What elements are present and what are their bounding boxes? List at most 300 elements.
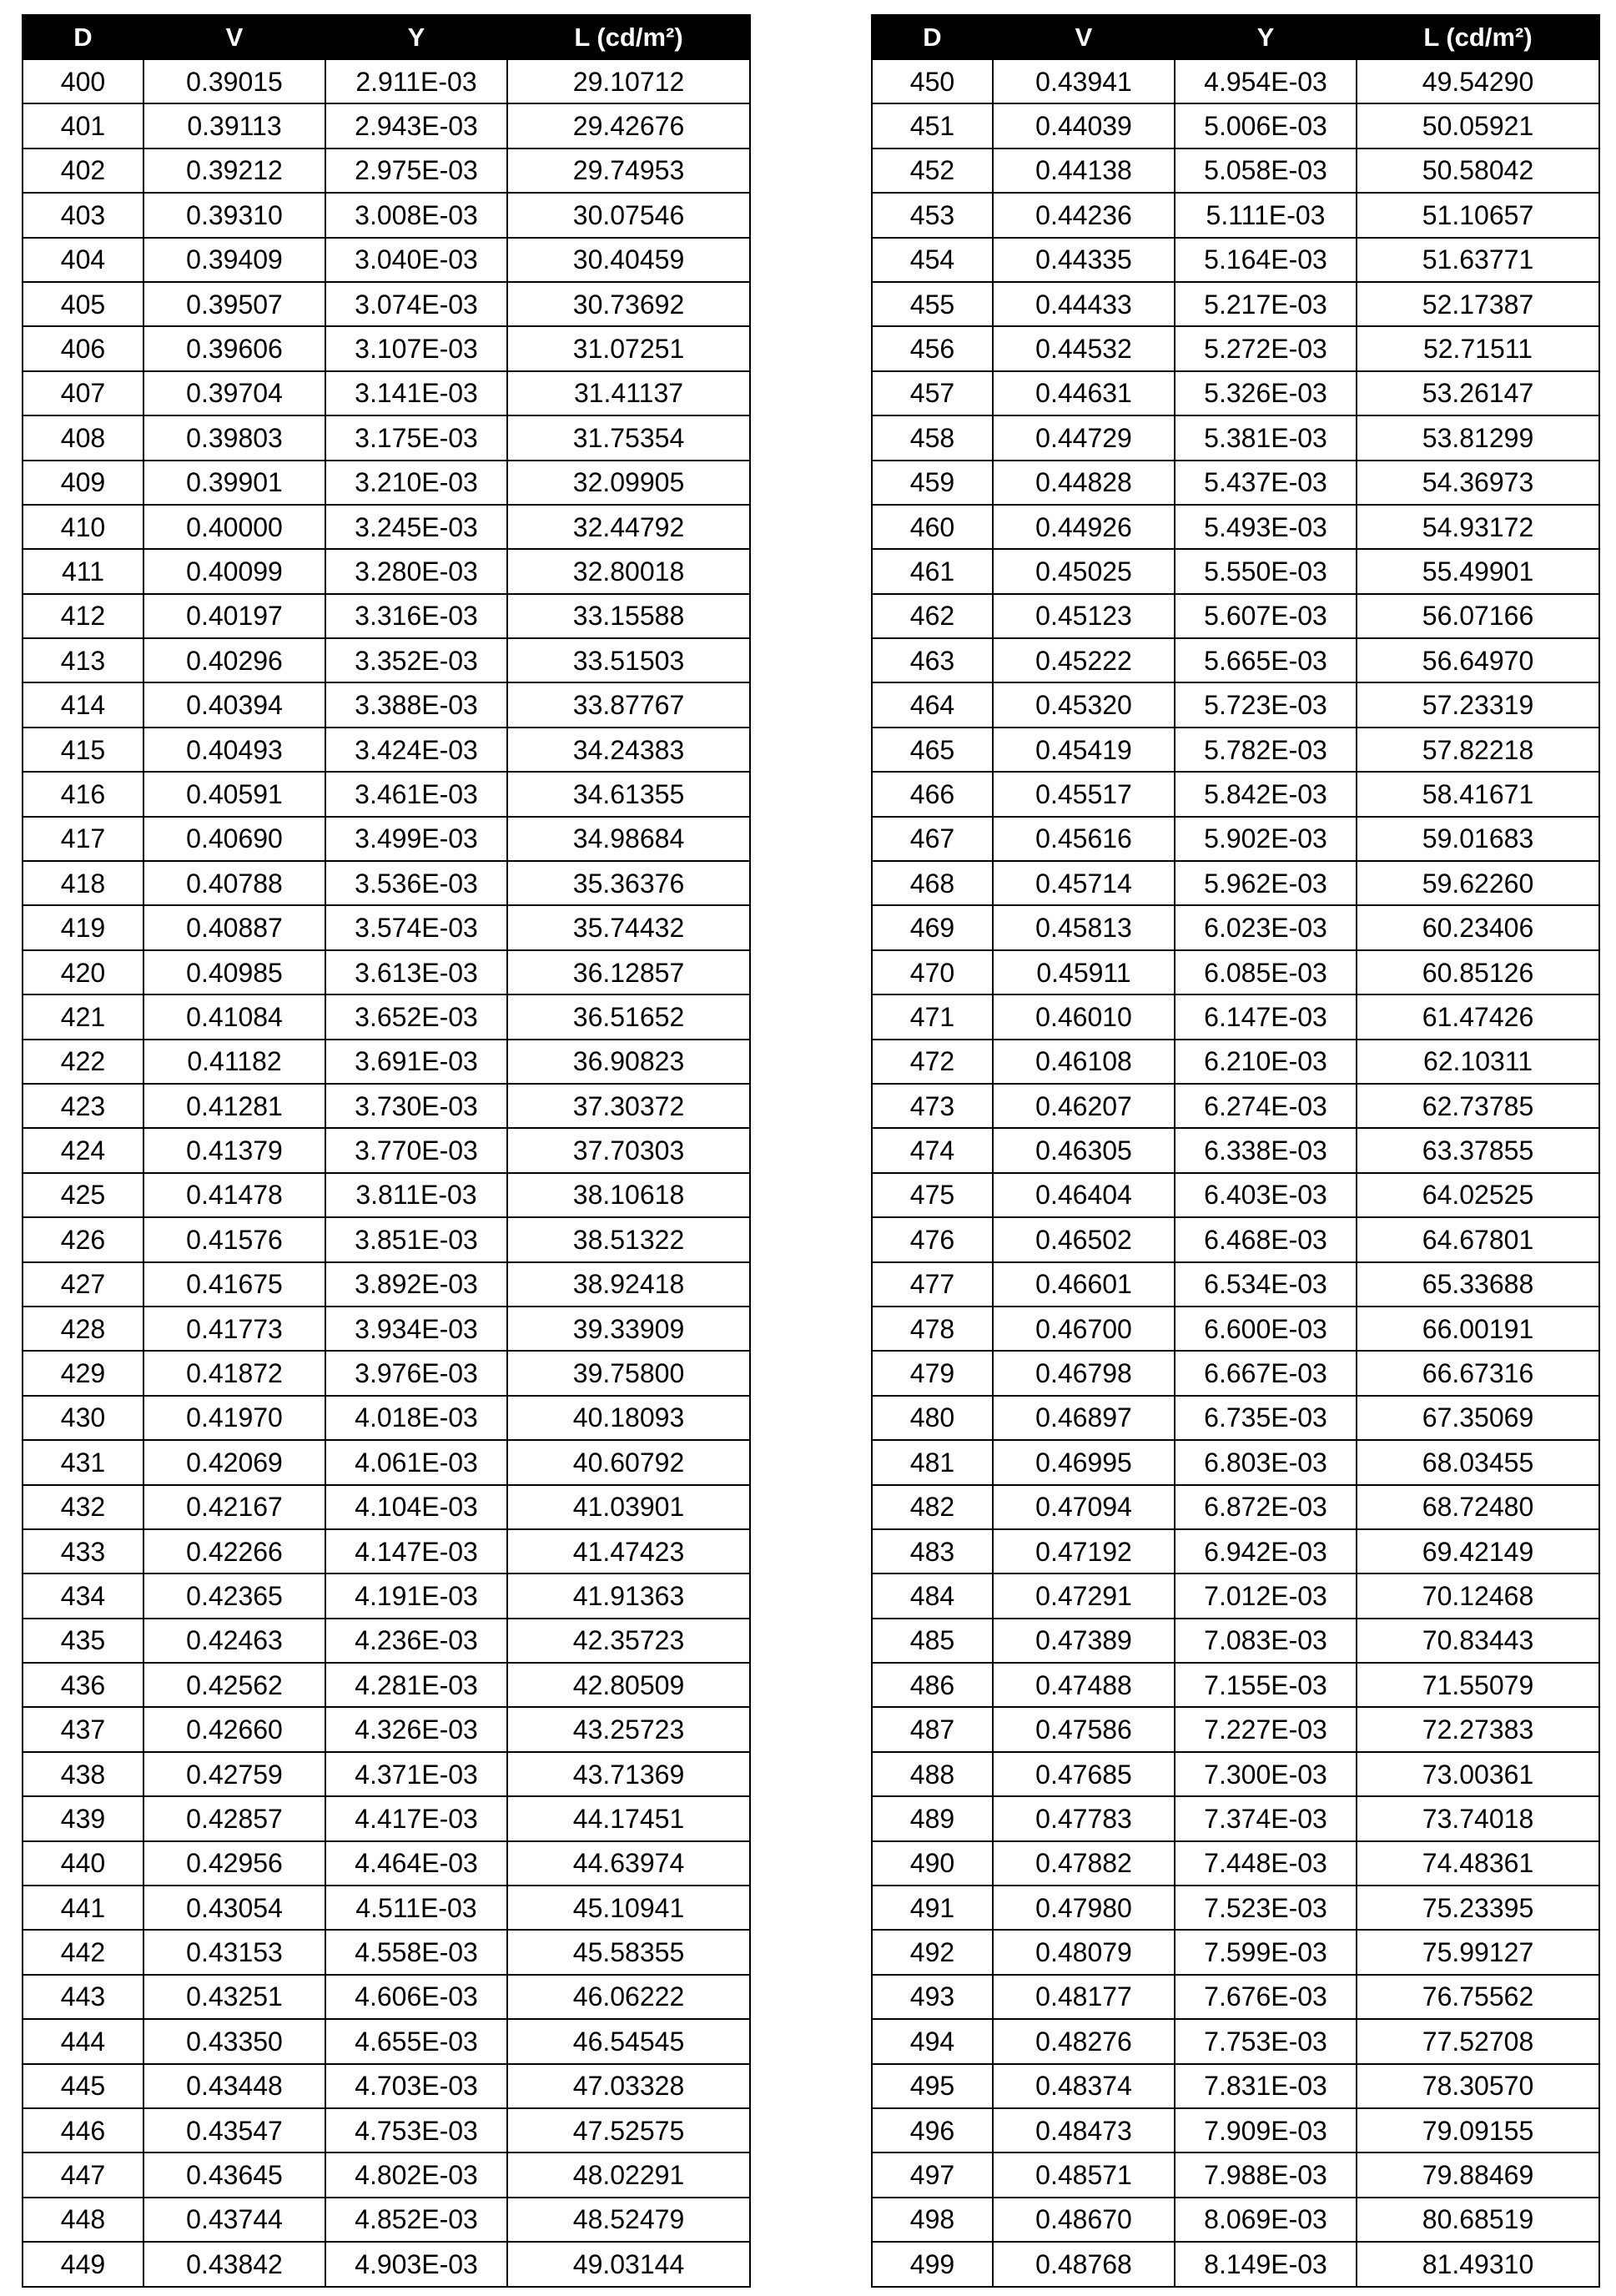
cell-d: 491 (872, 1886, 993, 1930)
cell-l: 30.07546 (507, 193, 750, 237)
cell-d: 409 (23, 461, 143, 505)
cell-y: 3.245E-03 (325, 505, 507, 549)
cell-l: 37.30372 (507, 1084, 750, 1128)
cell-l: 35.74432 (507, 905, 750, 949)
table-row (23, 1975, 750, 2019)
cell-y: 7.988E-03 (1175, 2152, 1357, 2197)
column-header-l: L (cd/m²) (507, 15, 750, 59)
cell-d: 431 (23, 1440, 143, 1484)
cell-d: 493 (872, 1975, 993, 2019)
cell-d: 423 (23, 1084, 143, 1128)
cell-l: 79.88469 (1357, 2152, 1599, 2197)
cell-d: 472 (872, 1040, 993, 1084)
cell-d: 444 (23, 2019, 143, 2063)
cell-y: 6.468E-03 (1175, 1217, 1357, 1261)
column-header-y: Y (325, 15, 507, 59)
header-row (872, 15, 1599, 59)
cell-d: 495 (872, 2064, 993, 2108)
cell-v: 0.47586 (993, 1707, 1175, 1751)
cell-v: 0.46502 (993, 1217, 1175, 1261)
cell-d: 458 (872, 415, 993, 460)
cell-v: 0.39212 (143, 149, 325, 193)
cell-v: 0.40000 (143, 505, 325, 549)
cell-d: 421 (23, 994, 143, 1039)
cell-v: 0.48276 (993, 2019, 1175, 2063)
table-row (23, 772, 750, 816)
cell-v: 0.45123 (993, 594, 1175, 638)
table-row (23, 59, 750, 103)
cell-v: 0.45517 (993, 772, 1175, 816)
table-row (872, 103, 1599, 148)
cell-l: 68.72480 (1357, 1485, 1599, 1529)
cell-y: 5.782E-03 (1175, 728, 1357, 772)
cell-d: 418 (23, 861, 143, 905)
table-row (872, 772, 1599, 816)
cell-l: 37.70303 (507, 1128, 750, 1172)
cell-l: 40.60792 (507, 1440, 750, 1484)
cell-y: 6.534E-03 (1175, 1262, 1357, 1307)
table-row (872, 1796, 1599, 1840)
cell-l: 70.83443 (1357, 1619, 1599, 1663)
cell-l: 70.12468 (1357, 1573, 1599, 1618)
table-row (872, 1040, 1599, 1084)
table-row (872, 861, 1599, 905)
table-row (23, 1128, 750, 1172)
cell-d: 455 (872, 282, 993, 326)
cell-l: 32.09905 (507, 461, 750, 505)
cell-l: 64.67801 (1357, 1217, 1599, 1261)
table-row (23, 326, 750, 370)
cell-y: 4.061E-03 (325, 1440, 507, 1484)
cell-l: 72.27383 (1357, 1707, 1599, 1751)
table-row (872, 1529, 1599, 1573)
table-row (872, 2064, 1599, 2108)
cell-v: 0.47389 (993, 1619, 1175, 1663)
cell-v: 0.41970 (143, 1396, 325, 1440)
cell-y: 3.008E-03 (325, 193, 507, 237)
cell-v: 0.47291 (993, 1573, 1175, 1618)
cell-v: 0.41872 (143, 1351, 325, 1395)
cell-l: 56.07166 (1357, 594, 1599, 638)
table-row (23, 1485, 750, 1529)
table-row (23, 1707, 750, 1751)
cell-v: 0.48768 (993, 2242, 1175, 2286)
table-row (872, 994, 1599, 1039)
column-header-l: L (cd/m²) (1357, 15, 1599, 59)
cell-y: 6.667E-03 (1175, 1351, 1357, 1395)
cell-d: 454 (872, 238, 993, 282)
cell-y: 7.831E-03 (1175, 2064, 1357, 2108)
cell-y: 3.280E-03 (325, 549, 507, 593)
cell-y: 4.852E-03 (325, 2198, 507, 2242)
cell-y: 5.006E-03 (1175, 103, 1357, 148)
table-row (872, 1173, 1599, 1217)
cell-v: 0.45616 (993, 817, 1175, 861)
cell-l: 75.23395 (1357, 1886, 1599, 1930)
cell-d: 473 (872, 1084, 993, 1128)
table-body (872, 59, 1599, 2287)
cell-l: 46.06222 (507, 1975, 750, 2019)
cell-y: 4.417E-03 (325, 1796, 507, 1840)
cell-l: 36.51652 (507, 994, 750, 1039)
table-row (23, 2064, 750, 2108)
cell-l: 68.03455 (1357, 1440, 1599, 1484)
table-row (872, 149, 1599, 193)
cell-l: 63.37855 (1357, 1128, 1599, 1172)
cell-d: 485 (872, 1619, 993, 1663)
cell-l: 53.26147 (1357, 371, 1599, 415)
cell-y: 6.803E-03 (1175, 1440, 1357, 1484)
cell-v: 0.48177 (993, 1975, 1175, 2019)
cell-y: 4.511E-03 (325, 1886, 507, 1930)
cell-y: 4.903E-03 (325, 2242, 507, 2286)
cell-d: 410 (23, 505, 143, 549)
cell-y: 4.655E-03 (325, 2019, 507, 2063)
table-row (23, 1040, 750, 1084)
cell-d: 406 (23, 326, 143, 370)
cell-l: 75.99127 (1357, 1930, 1599, 1974)
cell-d: 467 (872, 817, 993, 861)
cell-d: 448 (23, 2198, 143, 2242)
cell-y: 6.735E-03 (1175, 1396, 1357, 1440)
table-row (872, 1485, 1599, 1529)
table-row (23, 1396, 750, 1440)
cell-l: 42.35723 (507, 1619, 750, 1663)
cell-d: 424 (23, 1128, 143, 1172)
table-row (872, 950, 1599, 994)
cell-l: 49.54290 (1357, 59, 1599, 103)
cell-d: 401 (23, 103, 143, 148)
cell-v: 0.43842 (143, 2242, 325, 2286)
cell-y: 6.872E-03 (1175, 1485, 1357, 1529)
table-row (872, 1351, 1599, 1395)
cell-l: 46.54545 (507, 2019, 750, 2063)
cell-v: 0.39803 (143, 415, 325, 460)
cell-y: 5.665E-03 (1175, 638, 1357, 682)
cell-d: 445 (23, 2064, 143, 2108)
cell-l: 33.15588 (507, 594, 750, 638)
column-header-v: V (143, 15, 325, 59)
cell-v: 0.46207 (993, 1084, 1175, 1128)
cell-v: 0.44236 (993, 193, 1175, 237)
table-row (23, 1262, 750, 1307)
cell-v: 0.39901 (143, 461, 325, 505)
cell-v: 0.39409 (143, 238, 325, 282)
table-row (872, 2108, 1599, 2152)
table-row (872, 1573, 1599, 1618)
cell-y: 7.374E-03 (1175, 1796, 1357, 1840)
column-header-v: V (993, 15, 1175, 59)
cell-d: 413 (23, 638, 143, 682)
cell-y: 5.058E-03 (1175, 149, 1357, 193)
cell-v: 0.44926 (993, 505, 1175, 549)
cell-d: 474 (872, 1128, 993, 1172)
cell-v: 0.44138 (993, 149, 1175, 193)
cell-d: 429 (23, 1351, 143, 1395)
table-row (872, 728, 1599, 772)
cell-l: 73.00361 (1357, 1752, 1599, 1796)
table-row (872, 1440, 1599, 1484)
cell-v: 0.42463 (143, 1619, 325, 1663)
table-row (23, 2152, 750, 2197)
cell-v: 0.47094 (993, 1485, 1175, 1529)
cell-d: 411 (23, 549, 143, 593)
table-row (872, 461, 1599, 505)
cell-l: 55.49901 (1357, 549, 1599, 593)
cell-y: 4.954E-03 (1175, 59, 1357, 103)
cell-v: 0.40493 (143, 728, 325, 772)
cell-d: 434 (23, 1573, 143, 1618)
cell-y: 4.147E-03 (325, 1529, 507, 1573)
cell-l: 41.91363 (507, 1573, 750, 1618)
cell-d: 451 (872, 103, 993, 148)
luminance-table-right (871, 14, 1600, 2288)
cell-l: 73.74018 (1357, 1796, 1599, 1840)
cell-d: 422 (23, 1040, 143, 1084)
table-row (872, 817, 1599, 861)
cell-y: 5.842E-03 (1175, 772, 1357, 816)
cell-l: 43.25723 (507, 1707, 750, 1751)
cell-y: 6.403E-03 (1175, 1173, 1357, 1217)
cell-l: 62.10311 (1357, 1040, 1599, 1084)
table-row (23, 1529, 750, 1573)
cell-v: 0.44828 (993, 461, 1175, 505)
cell-l: 66.00191 (1357, 1307, 1599, 1351)
cell-v: 0.45714 (993, 861, 1175, 905)
luminance-table-left (22, 14, 751, 2288)
cell-y: 6.023E-03 (1175, 905, 1357, 949)
cell-y: 4.606E-03 (325, 1975, 507, 2019)
cell-d: 437 (23, 1707, 143, 1751)
cell-l: 29.10712 (507, 59, 750, 103)
table-row (23, 905, 750, 949)
cell-v: 0.44433 (993, 282, 1175, 326)
cell-v: 0.46305 (993, 1128, 1175, 1172)
cell-d: 402 (23, 149, 143, 193)
cell-l: 45.10941 (507, 1886, 750, 1930)
cell-y: 2.911E-03 (325, 59, 507, 103)
cell-y: 3.074E-03 (325, 282, 507, 326)
cell-v: 0.42069 (143, 1440, 325, 1484)
cell-y: 3.352E-03 (325, 638, 507, 682)
cell-d: 494 (872, 2019, 993, 2063)
cell-y: 3.574E-03 (325, 905, 507, 949)
cell-v: 0.45813 (993, 905, 1175, 949)
cell-y: 6.085E-03 (1175, 950, 1357, 994)
cell-v: 0.40788 (143, 861, 325, 905)
table-row (872, 1930, 1599, 1974)
cell-y: 4.703E-03 (325, 2064, 507, 2108)
cell-y: 3.388E-03 (325, 682, 507, 727)
cell-d: 462 (872, 594, 993, 638)
cell-d: 414 (23, 682, 143, 727)
table-row (23, 1663, 750, 1707)
cell-l: 45.58355 (507, 1930, 750, 1974)
cell-v: 0.45419 (993, 728, 1175, 772)
cell-d: 465 (872, 728, 993, 772)
table-row (23, 1796, 750, 1840)
cell-y: 8.069E-03 (1175, 2198, 1357, 2242)
cell-l: 33.87767 (507, 682, 750, 727)
cell-d: 443 (23, 1975, 143, 2019)
cell-v: 0.45320 (993, 682, 1175, 727)
cell-l: 57.23319 (1357, 682, 1599, 727)
cell-y: 3.691E-03 (325, 1040, 507, 1084)
cell-v: 0.46404 (993, 1173, 1175, 1217)
cell-y: 5.326E-03 (1175, 371, 1357, 415)
cell-l: 52.17387 (1357, 282, 1599, 326)
table-row (23, 1440, 750, 1484)
cell-d: 489 (872, 1796, 993, 1840)
cell-y: 5.723E-03 (1175, 682, 1357, 727)
table-row (23, 2108, 750, 2152)
cell-v: 0.41182 (143, 1040, 325, 1084)
cell-y: 3.175E-03 (325, 415, 507, 460)
cell-v: 0.45025 (993, 549, 1175, 593)
cell-y: 3.499E-03 (325, 817, 507, 861)
cell-l: 34.61355 (507, 772, 750, 816)
cell-l: 65.33688 (1357, 1262, 1599, 1307)
cell-y: 2.943E-03 (325, 103, 507, 148)
cell-l: 59.01683 (1357, 817, 1599, 861)
cell-v: 0.45911 (993, 950, 1175, 994)
cell-y: 4.371E-03 (325, 1752, 507, 1796)
cell-d: 420 (23, 950, 143, 994)
cell-d: 432 (23, 1485, 143, 1529)
cell-l: 42.80509 (507, 1663, 750, 1707)
cell-v: 0.41084 (143, 994, 325, 1039)
cell-v: 0.43054 (143, 1886, 325, 1930)
cell-d: 471 (872, 994, 993, 1039)
cell-l: 79.09155 (1357, 2108, 1599, 2152)
cell-y: 5.550E-03 (1175, 549, 1357, 593)
cell-l: 48.52479 (507, 2198, 750, 2242)
cell-y: 5.437E-03 (1175, 461, 1357, 505)
cell-d: 441 (23, 1886, 143, 1930)
cell-v: 0.46798 (993, 1351, 1175, 1395)
cell-l: 59.62260 (1357, 861, 1599, 905)
cell-l: 53.81299 (1357, 415, 1599, 460)
table-row (872, 2019, 1599, 2063)
cell-l: 58.41671 (1357, 772, 1599, 816)
cell-y: 8.149E-03 (1175, 2242, 1357, 2286)
cell-d: 475 (872, 1173, 993, 1217)
cell-d: 459 (872, 461, 993, 505)
cell-l: 67.35069 (1357, 1396, 1599, 1440)
table-row (23, 817, 750, 861)
cell-y: 6.338E-03 (1175, 1128, 1357, 1172)
cell-y: 4.281E-03 (325, 1663, 507, 1707)
cell-l: 52.71511 (1357, 326, 1599, 370)
cell-v: 0.44532 (993, 326, 1175, 370)
cell-v: 0.47488 (993, 1663, 1175, 1707)
cell-v: 0.39113 (143, 103, 325, 148)
cell-d: 419 (23, 905, 143, 949)
cell-l: 69.42149 (1357, 1529, 1599, 1573)
cell-l: 32.44792 (507, 505, 750, 549)
cell-v: 0.48374 (993, 2064, 1175, 2108)
table-row (872, 905, 1599, 949)
cell-l: 57.82218 (1357, 728, 1599, 772)
cell-y: 3.730E-03 (325, 1084, 507, 1128)
cell-d: 496 (872, 2108, 993, 2152)
cell-d: 479 (872, 1351, 993, 1395)
table-row (872, 1707, 1599, 1751)
cell-v: 0.46010 (993, 994, 1175, 1039)
cell-y: 3.316E-03 (325, 594, 507, 638)
cell-y: 2.975E-03 (325, 149, 507, 193)
cell-v: 0.42266 (143, 1529, 325, 1573)
cell-v: 0.47192 (993, 1529, 1175, 1573)
table-row (23, 2242, 750, 2286)
cell-d: 435 (23, 1619, 143, 1663)
cell-d: 456 (872, 326, 993, 370)
cell-l: 51.63771 (1357, 238, 1599, 282)
cell-v: 0.48079 (993, 1930, 1175, 1974)
table-row (872, 1752, 1599, 1796)
cell-d: 464 (872, 682, 993, 727)
cell-y: 7.448E-03 (1175, 1841, 1357, 1886)
cell-d: 405 (23, 282, 143, 326)
table-row (23, 1841, 750, 1886)
cell-v: 0.44631 (993, 371, 1175, 415)
cell-l: 35.36376 (507, 861, 750, 905)
table-row (872, 638, 1599, 682)
cell-v: 0.46995 (993, 1440, 1175, 1484)
cell-l: 38.51322 (507, 1217, 750, 1261)
table-row (23, 1752, 750, 1796)
cell-v: 0.47685 (993, 1752, 1175, 1796)
cell-d: 499 (872, 2242, 993, 2286)
cell-d: 461 (872, 549, 993, 593)
cell-d: 497 (872, 2152, 993, 2197)
table-row (23, 1619, 750, 1663)
cell-v: 0.47980 (993, 1886, 1175, 1930)
table-row (23, 193, 750, 237)
cell-y: 6.210E-03 (1175, 1040, 1357, 1084)
table-row (872, 505, 1599, 549)
cell-y: 7.083E-03 (1175, 1619, 1357, 1663)
cell-l: 71.55079 (1357, 1663, 1599, 1707)
table-row (23, 1084, 750, 1128)
cell-l: 40.18093 (507, 1396, 750, 1440)
table-row (872, 1262, 1599, 1307)
table-row (23, 1573, 750, 1618)
cell-l: 80.68519 (1357, 2198, 1599, 2242)
cell-v: 0.47882 (993, 1841, 1175, 1886)
cell-v: 0.41281 (143, 1084, 325, 1128)
cell-d: 466 (872, 772, 993, 816)
cell-y: 5.111E-03 (1175, 193, 1357, 237)
header-row (23, 15, 750, 59)
cell-d: 416 (23, 772, 143, 816)
cell-y: 6.942E-03 (1175, 1529, 1357, 1573)
table-row (23, 1307, 750, 1351)
cell-y: 4.802E-03 (325, 2152, 507, 2197)
table-row (872, 1307, 1599, 1351)
cell-y: 3.811E-03 (325, 1173, 507, 1217)
cell-v: 0.39310 (143, 193, 325, 237)
table-row (23, 1217, 750, 1261)
cell-v: 0.42759 (143, 1752, 325, 1796)
cell-d: 460 (872, 505, 993, 549)
cell-y: 3.210E-03 (325, 461, 507, 505)
cell-v: 0.40296 (143, 638, 325, 682)
cell-v: 0.48670 (993, 2198, 1175, 2242)
cell-l: 30.73692 (507, 282, 750, 326)
table-row (872, 59, 1599, 103)
table-row (23, 415, 750, 460)
